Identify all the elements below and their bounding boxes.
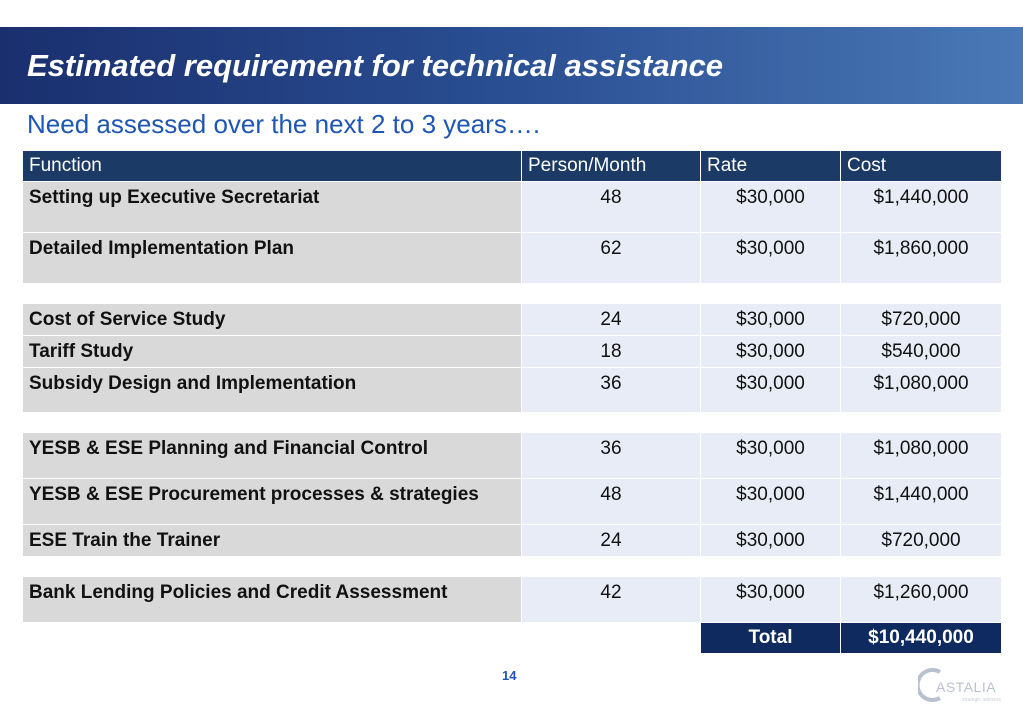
table-row [23,182,1002,233]
function-cell: Tariff Study [23,336,522,368]
svg-text:ASTALIA: ASTALIA [936,679,997,695]
function-cell: Bank Lending Policies and Credit Assessment [23,577,522,623]
total-value: $10,440,000 [841,623,1002,654]
function-cell: Setting up Executive Secretariat [23,182,522,233]
function-cell: YESB & ESE Procurement processes & strategies [23,479,522,525]
person-month-cell: 48 [522,182,701,233]
rate-cell: $30,000 [701,433,841,479]
slide-subtitle: Need assessed over the next 2 to 3 years…. [27,109,541,139]
header-rate: Rate [701,151,841,182]
table-row [23,577,1002,623]
function-cell: ESE Train the Trainer [23,525,522,557]
rate-cell: $30,000 [701,304,841,336]
cost-cell: $720,000 [841,304,1002,336]
function-cell: YESB & ESE Planning and Financial Control [23,433,522,479]
cost-cell: $1,260,000 [841,577,1002,623]
castalia-logo [918,666,1018,704]
cost-cell: $1,080,000 [841,368,1002,413]
rate-cell: $30,000 [701,577,841,623]
rate-cell: $30,000 [701,233,841,284]
cost-table [22,150,1002,654]
person-month-cell: 36 [522,368,701,413]
slide-title: Estimated requirement for technical assistance [27,48,724,83]
cost-cell: $1,860,000 [841,233,1002,284]
row-gap [23,284,1002,304]
person-month-cell: 42 [522,577,701,623]
total-label: Total [701,623,841,654]
function-cell: Detailed Implementation Plan [23,233,522,284]
person-month-cell: 48 [522,479,701,525]
header-function: Function [23,151,522,182]
cost-cell: $720,000 [841,525,1002,557]
person-month-cell: 18 [522,336,701,368]
function-cell: Subsidy Design and Implementation [23,368,522,413]
table-header-row [23,151,1002,182]
table-row [23,304,1002,336]
person-month-cell: 62 [522,233,701,284]
row-gap [23,557,1002,577]
cost-cell: $1,440,000 [841,182,1002,233]
table-row [23,479,1002,525]
rate-cell: $30,000 [701,368,841,413]
row-gap [23,413,1002,433]
header-cost: Cost [841,151,1002,182]
total-row [23,623,1002,654]
person-month-cell: 24 [522,525,701,557]
rate-cell: $30,000 [701,336,841,368]
table-row [23,433,1002,479]
empty-cell [522,623,701,654]
header-person-month: Person/Month [522,151,701,182]
page-number: 14 [502,668,517,683]
rate-cell: $30,000 [701,182,841,233]
rate-cell: $30,000 [701,525,841,557]
cost-cell: $1,080,000 [841,433,1002,479]
table-row [23,233,1002,284]
svg-text:strategic advisors: strategic advisors [962,697,1001,703]
function-cell: Cost of Service Study [23,304,522,336]
table-row [23,368,1002,413]
table-row [23,336,1002,368]
empty-cell [23,623,522,654]
table-row [23,525,1002,557]
rate-cell: $30,000 [701,479,841,525]
person-month-cell: 36 [522,433,701,479]
cost-cell: $540,000 [841,336,1002,368]
cost-cell: $1,440,000 [841,479,1002,525]
person-month-cell: 24 [522,304,701,336]
